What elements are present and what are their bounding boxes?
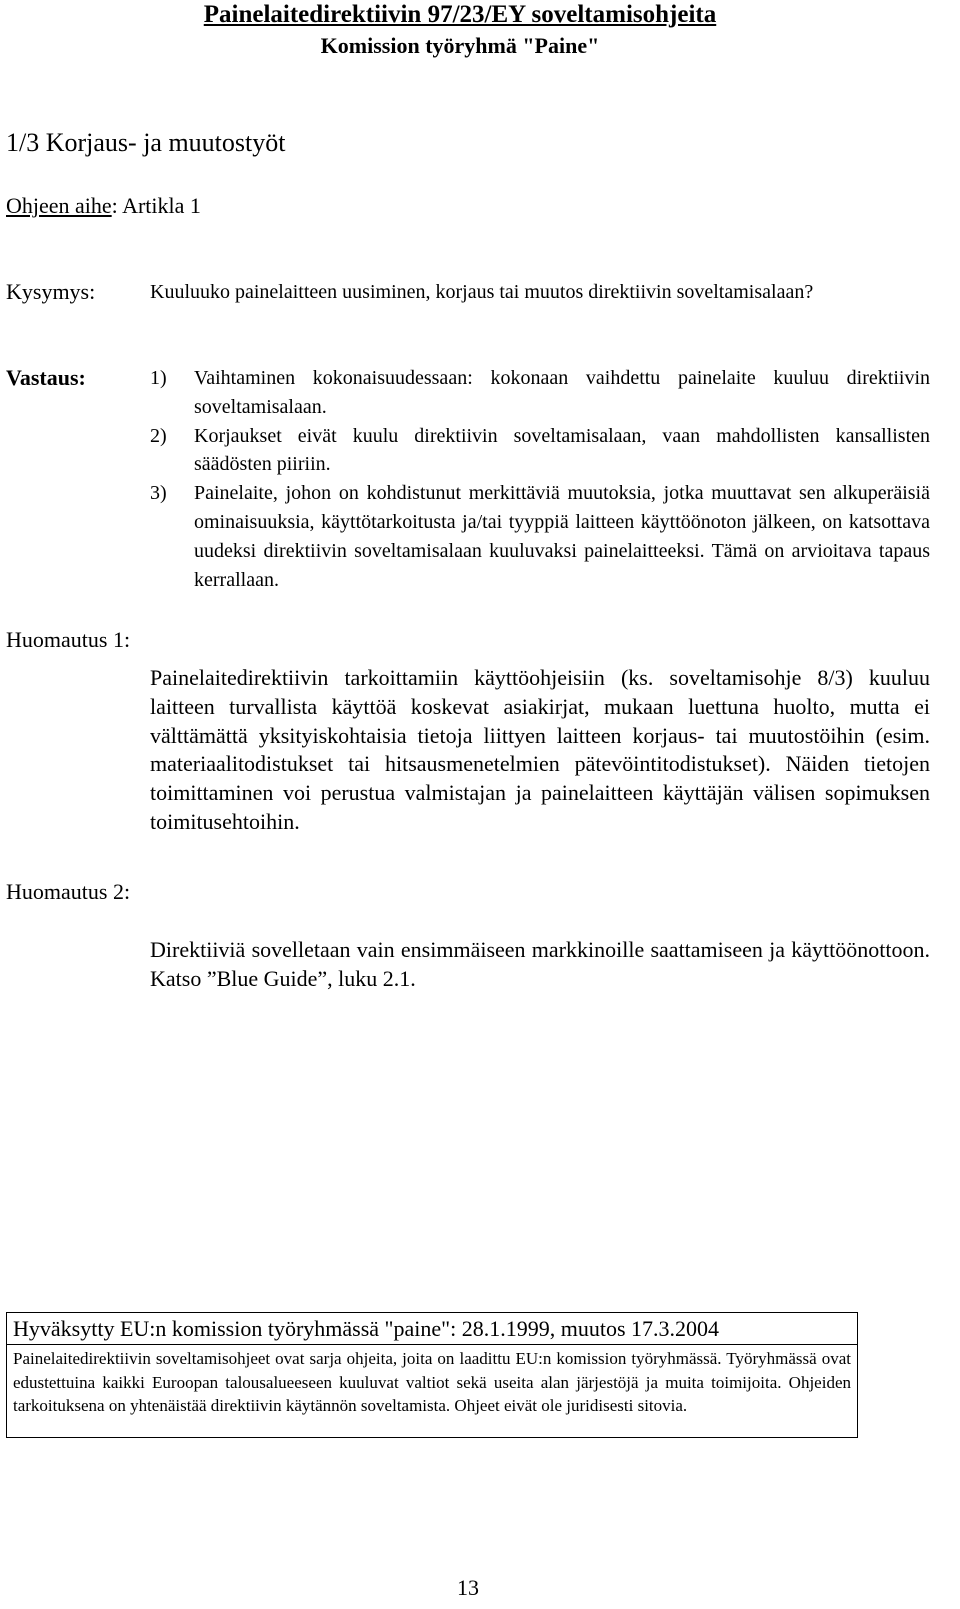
note1-text: Painelaitedirektiivin tarkoittamiin käyttöohjeisiin (ks. soveltamisohje 8/3) kuuluu laitteen turvallista käyttöä koskevat asiakirjat, mukaan luettuna huolto, mutta ei välttämättä yksityiskohtaisia tietoja liittyen laitteen korjaus- tai muutostöihin (esim. materiaalitodistukset tai hitsausmenetelmien pätevöintitodistukset). Näiden tietojen toimittaminen voi perustua valmistajan ja painelaitteen käyttäjän välisen sopimuksen toimitusehtoihin. (150, 665, 930, 834)
answer-item (150, 364, 930, 422)
answer-label: Vastaus: (6, 365, 86, 390)
answer-item-number: 2) (150, 424, 167, 447)
topic-label: Ohjeen aihe (6, 193, 112, 218)
page-number: 13 (457, 1575, 479, 1600)
approval-date: Hyväksytty EU:n komission työryhmässä "paine": 28.1.1999, muutos 17.3.2004 (7, 1313, 857, 1345)
answer-item-text: Korjaukset eivät kuulu direktiivin soveltamisalaan, vaan mahdollisten kansallisten säädösten piiriin. (194, 424, 930, 476)
answer-item-text: Painelaite, johon on kohdistunut merkittäviä muutoksia, jotka muuttavat sen alkuperäisiä ominaisuuksia, käyttötarkoitusta ja/tai tyyppiä laitteen käyttöönoton jälkeen, on katsottava uudeksi direktiivin soveltamisalaan kuuluvaksi painelaitteeksi. Tämä on arvioitava tapaus kerrallaan. (194, 482, 930, 591)
approval-box (6, 1312, 858, 1438)
question-label: Kysymys: (6, 279, 96, 304)
note1-label: Huomautus 1: (6, 627, 131, 652)
topic-line (6, 192, 201, 220)
answer-item-text: Vaihtaminen kokonaisuudessaan: kokonaan vaihdettu painelaite kuuluu direktiivin soveltamisalaan. (194, 367, 930, 418)
answer-item (150, 479, 930, 594)
question-text: Kuuluuko painelaitteen uusiminen, korjaus tai muutos direktiivin soveltamisalaan? (150, 281, 814, 303)
answer-list (150, 364, 930, 594)
note2-text: Direktiiviä sovelletaan vain ensimmäiseen markkinoille saattamiseen ja käyttöönottoon. Katso ”Blue Guide”, luku 2.1. (150, 937, 930, 991)
answer-item-number: 3) (150, 482, 167, 505)
document-subtitle: Komission työryhmä "Paine" (320, 33, 600, 58)
topic-value: : Artikla 1 (111, 193, 201, 218)
section-heading: 1/3 Korjaus- ja muutostyöt (6, 128, 286, 157)
document-title: Painelaitedirektiivin 97/23/EY soveltamisohjeita (203, 1, 717, 28)
approval-description: Painelaitedirektiivin soveltamisohjeet ovat sarja ohjeita, joita on laadittu EU:n komission työryhmässä. Työryhmässä ovat edustettuina kaikki Euroopan talousalueeseen kuuluvat valtiot sekä useita alan järjestöjä ja muita toimijoita. Ohjeiden tarkoituksena on yhtenäistää direktiivin käytännön soveltamista. Ohjeet eivät ole juridisesti sitovia. (13, 1349, 851, 1415)
answer-item (150, 422, 930, 480)
note2-label: Huomautus 2: (6, 879, 131, 904)
answer-item-number: 1) (150, 367, 167, 389)
